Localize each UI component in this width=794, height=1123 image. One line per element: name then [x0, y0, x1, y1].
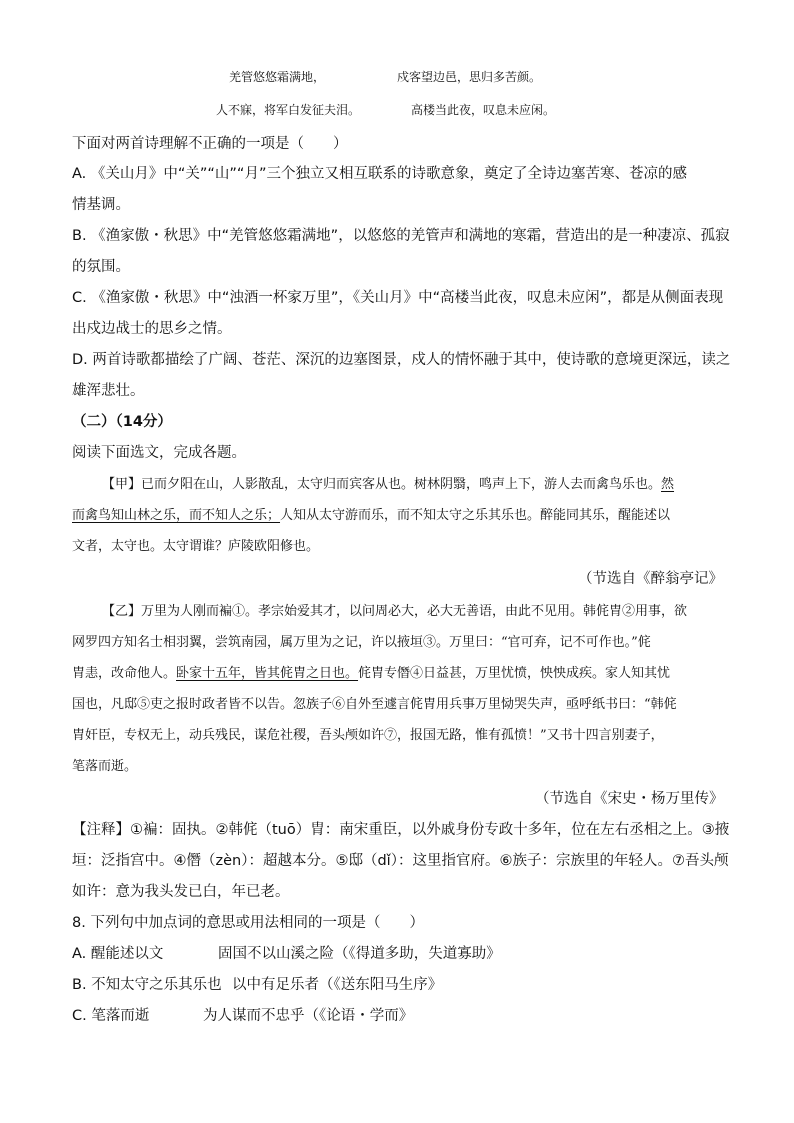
- q8-option-b-compare: 以中有足乐者（《送东阳马生序》: [232, 977, 443, 993]
- q7-stem: 下面对两首诗理解不正确的一项是（ ）: [72, 136, 348, 152]
- notes-line-3: 如许：意为我头发已白，年已老。: [72, 884, 290, 900]
- q7-option-c-line2: 出戍边战士的思乡之情。: [72, 321, 232, 337]
- q8-stem: 8. 下列句中加点词的意思或用法相同的一项是（ ）: [72, 915, 424, 931]
- q7-option-a-line2: 情基调。: [72, 197, 130, 213]
- q7-option-b-line2: 的氛围。: [72, 259, 130, 275]
- yi-line-3: 胄恚，改命他人。卧家十五年，皆其侂胄之日也。侂胄专僭④日益甚，万里忧愤，怏怏成疾。家人知其忧: [72, 666, 671, 681]
- poem-line-2a: 人不寐，将军白发征夫泪。: [216, 103, 361, 117]
- q8-option-c: C. 笔落而逝: [72, 1008, 150, 1024]
- notes-line-2: 垣：泛指宫中。④僭（zèn）：超越本分。⑤邸（dǐ）：这里指官府。⑥族子：宗族里的年轻人。⑦吾头颅: [72, 853, 729, 869]
- q7-option-a-line1: A. 《关山月》中“关”“山”“月”三个独立又相互联系的诗歌意象，奠定了全诗边塞苦寒、苍凉的感: [72, 166, 687, 182]
- q8-option-b: B. 不知太守之乐其乐也: [72, 977, 222, 993]
- poem-line-2b: 高楼当此夜，叹息未应闲。: [411, 103, 556, 117]
- yi-line-2: 网罗四方知名士相羽翼，尝筑南园，属万里为之记，许以掖垣③。万里曰：“官可弃，记不可作也。”侂: [72, 635, 651, 650]
- notes-line-1: 【注释】①褊：固执。②韩侂（tuō）胄：南宋重臣，以外戚身份专政十多年，位在左右丞相之上。③掖: [72, 822, 730, 838]
- yi-line-1: 【乙】万里为人刚而褊①。孝宗始爱其才，以问周必大，必大无善语，由此不见用。韩侂胄②用事，欲: [102, 604, 688, 619]
- q7-option-b-line1: B. 《渔家傲・秋思》中“羌管悠悠霜满地”，以悠悠的羌管声和满地的寒霜，营造出的是一种凄凉、孤寂: [72, 228, 730, 244]
- jia-line-2: 而禽鸟知山林之乐，而不知人之乐；人知从太守游而乐，而不知太守之乐其乐也。醉能同其乐，醒能述以: [72, 508, 671, 523]
- q8-option-a: A. 醒能述以文: [72, 946, 164, 962]
- section-instruction: 阅读下面选文，完成各题。: [72, 445, 246, 461]
- jia-source: （节选自《醉翁亭记》: [578, 571, 723, 587]
- poem-line-1b: 戍客望边邑，思归多苦颜。: [397, 70, 542, 84]
- yi-line-5: 胄奸臣，专权无上，动兵残民，谋危社稷，吾头颅如许⑦，报国无路，惟有孤愤！”又书十四言别妻子，: [72, 728, 664, 743]
- q8-option-c-compare: 为人谋而不忠乎（《论语・学而》: [203, 1008, 414, 1024]
- q8-option-a-compare: 固国不以山溪之险（《得道多助，失道寡助》: [218, 946, 501, 962]
- poem-line-1a: 羌管悠悠霜满地，: [229, 70, 326, 84]
- section-heading: （二）（14分）: [72, 414, 172, 430]
- jia-line-3: 文者，太守也。太守谓谁？庐陵欧阳修也。: [72, 539, 320, 554]
- yi-line-4: 国也，凡邸⑤吏之报时政者皆不以告。忽族子⑥自外至遽言侂胄用兵事万里恸哭失声，亟呼纸书曰：“韩侂: [72, 697, 677, 712]
- jia-line-1: 【甲】已而夕阳在山，人影散乱，太守归而宾客从也。树林阴翳，鸣声上下，游人去而禽鸟乐也。然: [102, 477, 675, 492]
- q7-option-d-line2: 雄浑悲壮。: [72, 383, 145, 399]
- yi-source: （节选自《宋史・杨万里传》: [535, 791, 724, 807]
- q7-option-c-line1: C. 《渔家傲・秋思》中“浊酒一杯家万里”，《关山月》中“高楼当此夜，叹息未应闲”，都是从侧面表现: [72, 290, 724, 306]
- q7-option-d-line1: D. 两首诗歌都描绘了广阔、苍茫、深沉的边塞图景，戍人的情怀融于其中，使诗歌的意境更深远，读之: [72, 352, 731, 368]
- yi-line-6: 笔落而逝。: [72, 759, 138, 774]
